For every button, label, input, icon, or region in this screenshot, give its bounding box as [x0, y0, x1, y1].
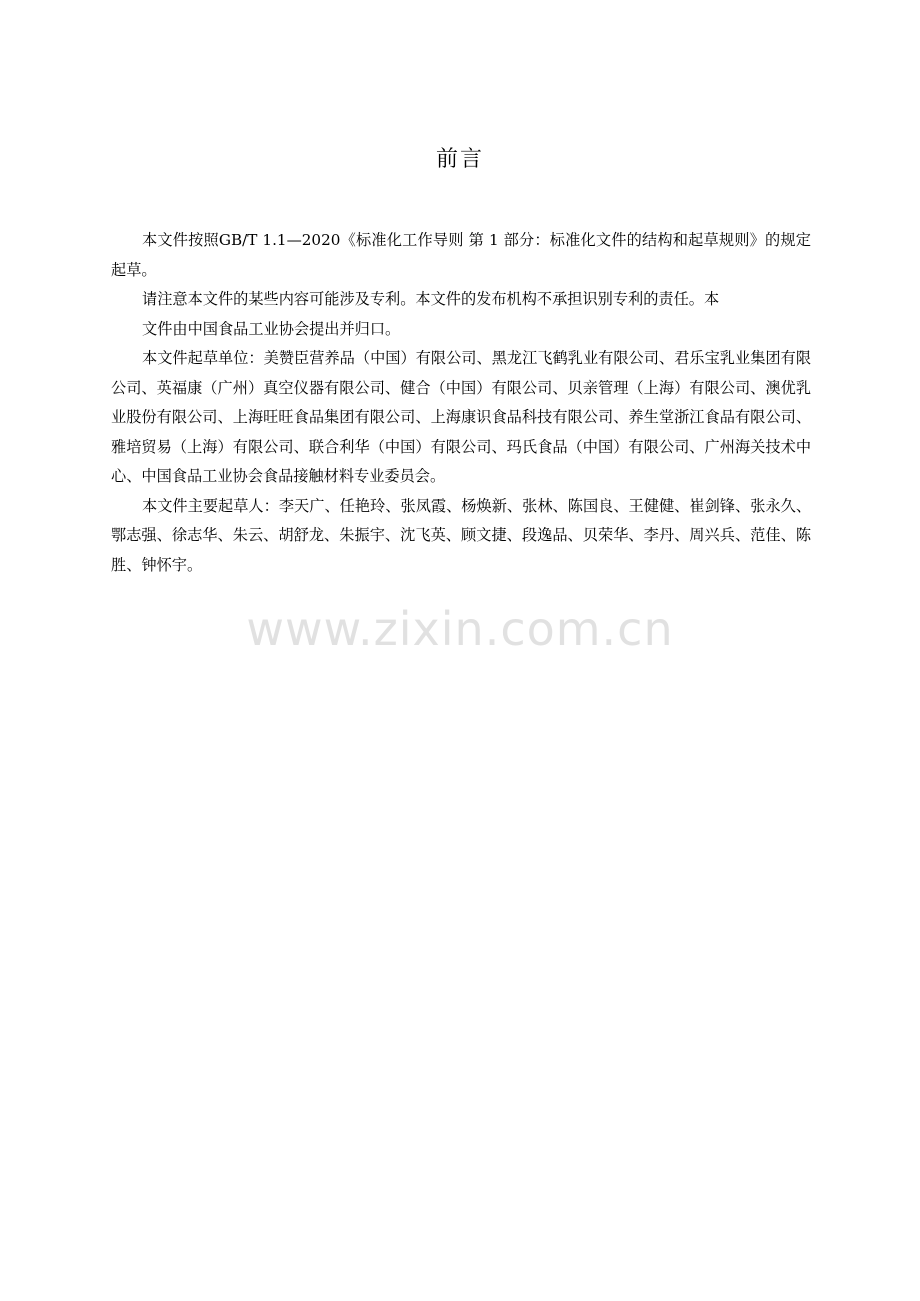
paragraph-proposer: 文件由中国食品工业协会提出并归口。 — [142, 319, 401, 338]
watermark-text: www.zixin.com.cn — [246, 602, 674, 656]
page-title: 前言 — [435, 147, 484, 172]
document-body — [111, 226, 811, 580]
paragraph-patent-notice: 请注意本文件的某些内容可能涉及专利。本文件的发布机构不承担识别专利的责任。本 — [142, 290, 720, 308]
paragraph-drafting-units: 本文件起草单位：美赞臣营养品（中国）有限公司、黑龙江飞鹤乳业有限公司、君乐宝乳业集团有限公司、英福康（广州）真空仪器有限公司、健合（中国）有限公司、贝亲管理（上海）有限公司、澳优乳业股份有限公司、上海旺旺食品集团有限公司、上海康识食品科技有限公司、养生堂浙江食品有限公司、雅培贸易（上海）有限公司、联合利华（中国）有限公司、玛氏食品（中国）有限公司、广州海关技术中心、中国食品工业协会食品接触材料专业委员会。 — [111, 349, 811, 485]
paragraph-drafting-rules: 本文件按照GB/T 1.1—2020《标准化工作导则 第 1 部分：标准化文件的结构和起草规则》的规定起草。 — [111, 231, 811, 279]
paragraph-drafters: 本文件主要起草人：李天广、任艳玲、张凤霞、杨焕新、张林、陈国良、王健健、崔剑锋、张永久、鄂志强、徐志华、朱云、胡舒龙、朱振宇、沈飞英、顾文捷、段逸品、贝荣华、李丹、周兴兵、范佳、陈胜、钟怀宇。 — [111, 496, 811, 574]
